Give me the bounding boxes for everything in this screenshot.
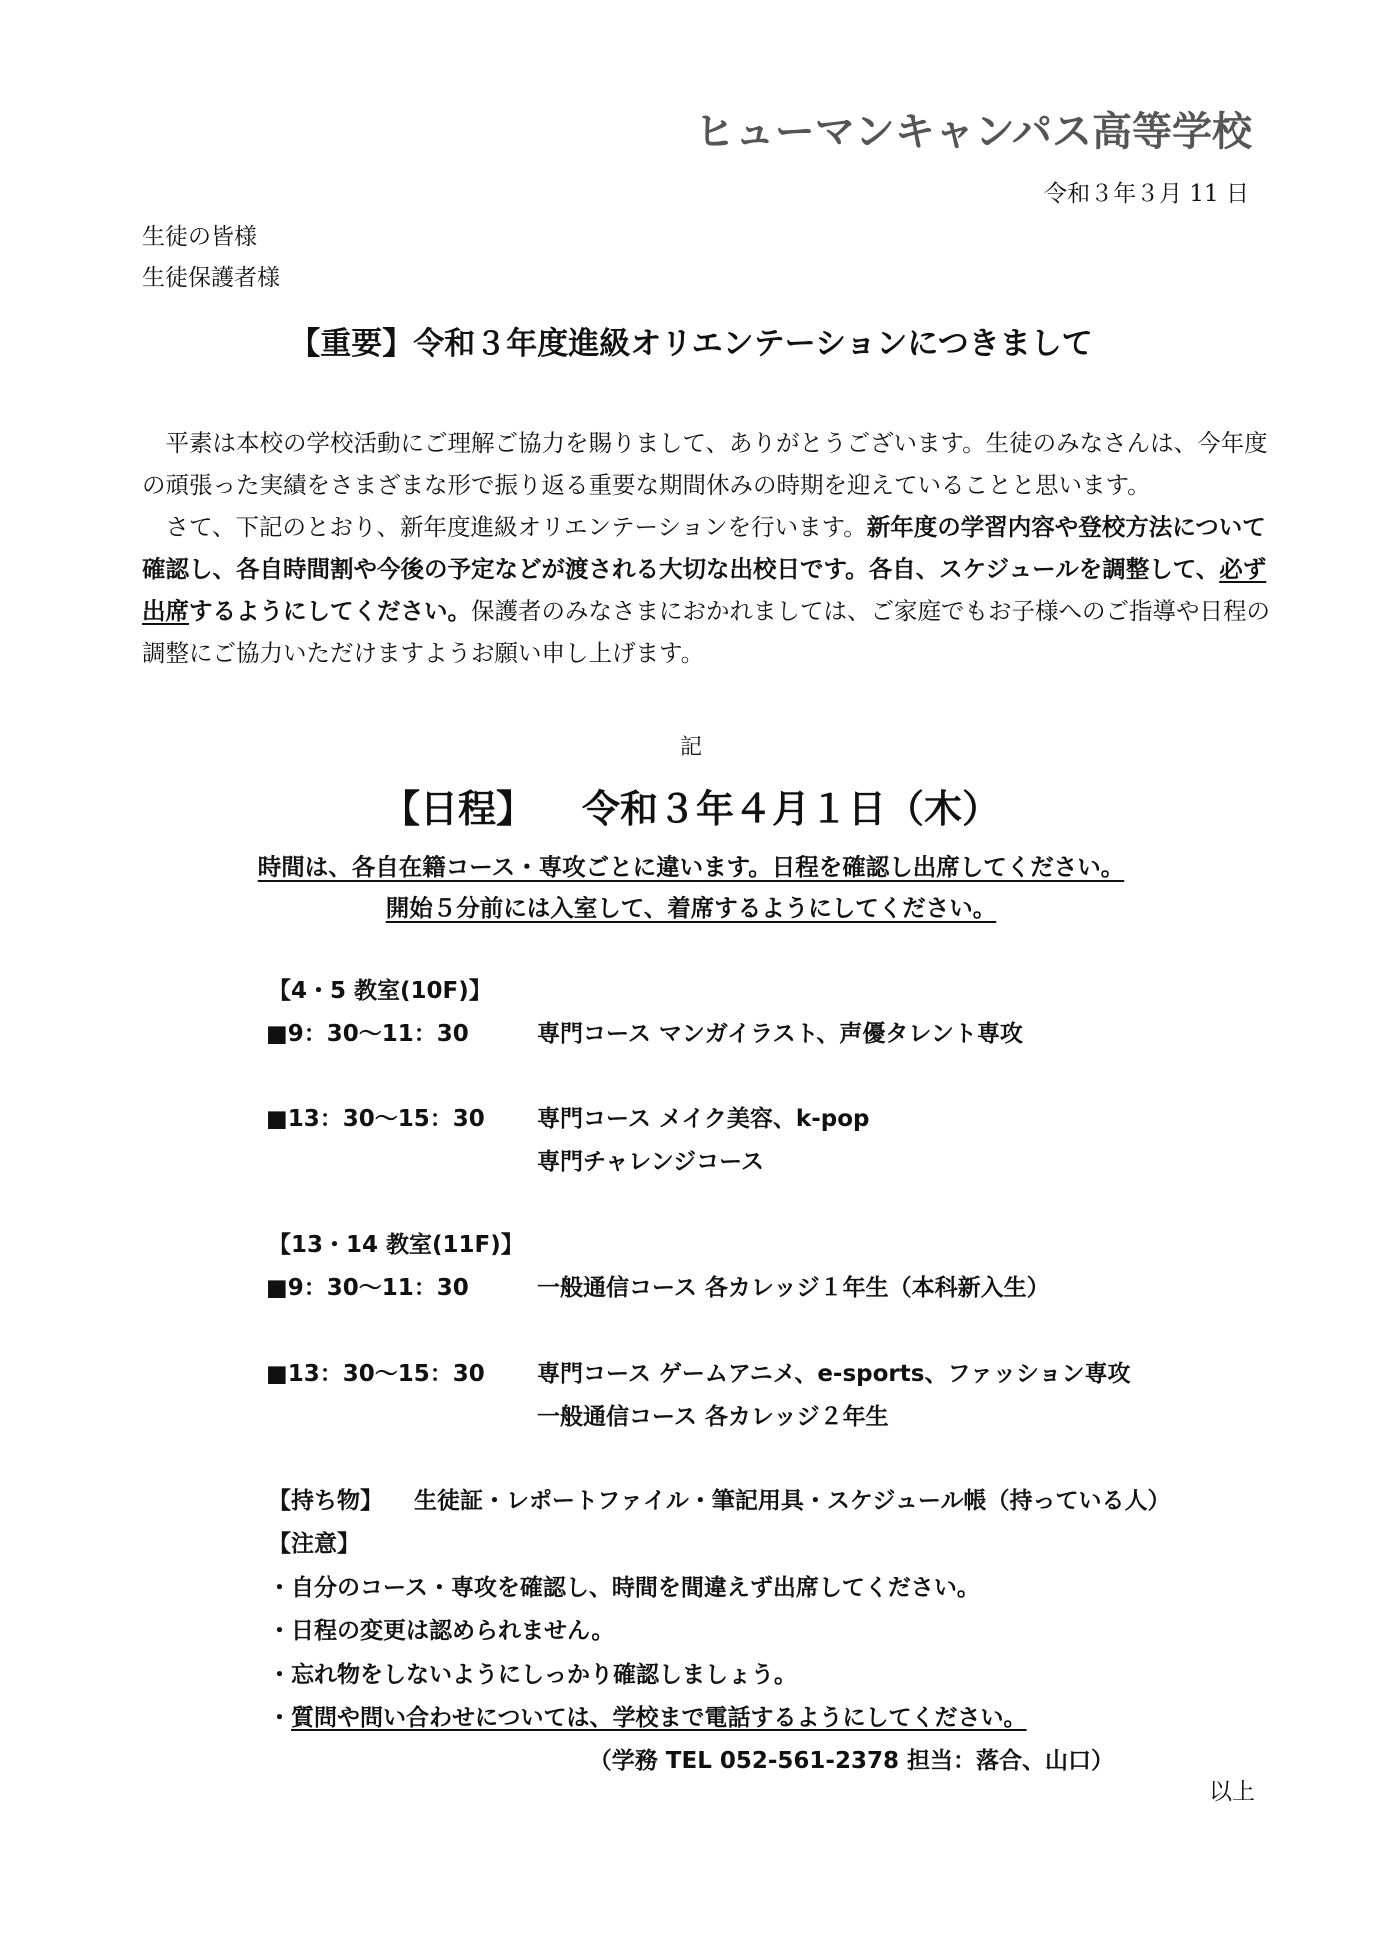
- recipient-guardians: 生徒保護者様: [142, 265, 280, 291]
- body-p2-bold-underline: 必ず出席: [142, 555, 1267, 625]
- caution-bullet: ・: [268, 1705, 291, 1731]
- slot-course: 専門コース メイク美容、k-pop: [537, 1106, 870, 1132]
- caution-item: ・日程の変更は認められません。: [268, 1618, 615, 1644]
- schedule-date: 令和３年４月１日（木）: [582, 787, 1001, 831]
- body-p2-intro: さて、下記のとおり、新年度進級オリエンテーションを行います。: [165, 513, 867, 541]
- document-title: 【重要】令和３年度進級オリエンテーションにつきまして: [289, 326, 1093, 362]
- body-paragraph-1: 平素は本校の学校活動にご理解ご協力を賜りまして、ありがとうございます。生徒のみなさんは、今年度の頑張った実績をさまざまな形で振り返る重要な期間休みの時期を迎えていることと思います。: [142, 429, 1268, 499]
- schedule-heading: [0, 778, 1382, 833]
- caution-label: 【注意】: [268, 1531, 360, 1557]
- slot-time: ■13：30～15：30: [266, 1106, 485, 1132]
- slot-course: 専門コース ゲームアニメ、e-sports、ファッション専攻: [537, 1361, 1131, 1387]
- slot-time: ■9：30～11：30: [266, 1021, 469, 1047]
- slot-course: 一般通信コース 各カレッジ１年生（本科新入生）: [537, 1275, 1050, 1301]
- belongings-label: 【持ち物】: [268, 1488, 383, 1514]
- body-p2-outro: 保護者のみなさまにおかれましては、ご家庭でもお子様へのご指導や日程の調整にご協力いただけますようお願い申し上げます。: [142, 597, 1270, 667]
- recipient-students: 生徒の皆様: [142, 224, 257, 250]
- slot-time: ■13：30～15：30: [266, 1361, 485, 1387]
- schedule-notice-1-text: 時間は、各自在籍コース・専攻ごとに違います。日程を確認し出席してください。: [257, 853, 1125, 881]
- contact-info: （学務 TEL 052-561-2378 担当：落合、山口）: [588, 1748, 1114, 1774]
- document-date: 令和３年３月 11 日: [1044, 181, 1249, 207]
- school-logo: ヒューマンキャンパス高等学校: [694, 109, 1252, 155]
- room-heading-11f: 【13・14 教室(11F)】: [268, 1232, 524, 1258]
- body-paragraph-2: [142, 506, 1272, 674]
- body-text: [142, 422, 1272, 674]
- body-p2-bold-b: するようにしてください。: [189, 597, 471, 625]
- body-p2-bold-a: 新年度の学習内容や登校方法について確認し、各自時間割や今後の予定などが渡される大切な出校日です。各自、スケジュールを調整して、: [142, 513, 1266, 583]
- room-heading-10f: 【4・5 教室(10F)】: [268, 978, 492, 1004]
- slot-course: 一般通信コース 各カレッジ２年生: [537, 1404, 889, 1430]
- caution-item-last: [268, 1699, 1027, 1732]
- caution-phone-note: 質問や問い合わせについては、学校まで電話するようにしてください。: [291, 1705, 1027, 1731]
- slot-course: 専門コース マンガイラスト、声優タレント専攻: [537, 1021, 1023, 1047]
- belongings-text: 生徒証・レポートファイル・筆記用具・スケジュール帳（持っている人）: [414, 1488, 1171, 1514]
- slot-course: 専門チャレンジコース: [537, 1149, 765, 1175]
- slot-time: ■9：30～11：30: [266, 1275, 469, 1301]
- closing: 以上: [1209, 1779, 1255, 1805]
- schedule-notice-2: [0, 889, 1382, 923]
- caution-item: ・忘れ物をしないようにしっかり確認しましょう。: [268, 1662, 797, 1688]
- schedule-label: 【日程】: [381, 787, 534, 831]
- ki-marker: 記: [679, 735, 702, 760]
- caution-item: ・自分のコース・専攻を確認し、時間を間違えず出席してください。: [268, 1575, 980, 1601]
- schedule-notice-2-text: 開始５分前には入室して、着席するようにしてください。: [385, 894, 997, 922]
- schedule-notice-1: [0, 848, 1382, 882]
